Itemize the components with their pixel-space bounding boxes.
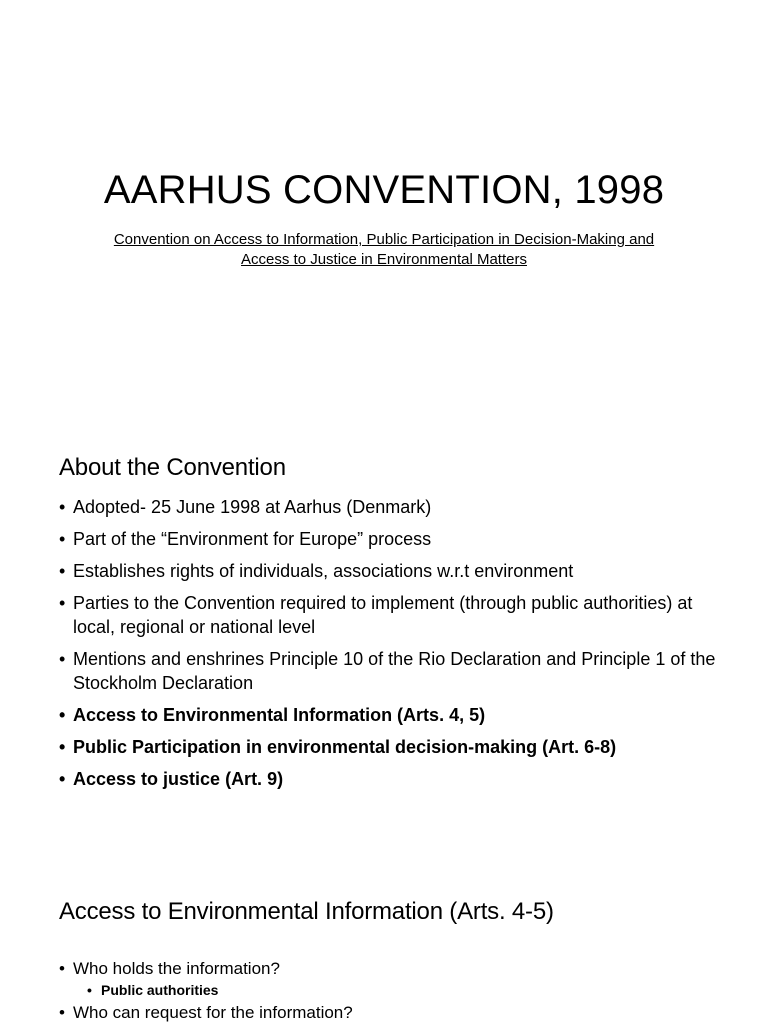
bullet-icon: • [59,737,66,757]
bullet-text: Parties to the Convention required to implement (through public authorities) at local, regional or national level [73,593,693,637]
bullet-text: Who can request for the information? [73,1003,353,1022]
access-sub-bullet-public-authorities [59,980,719,1000]
bullet-text: Adopted- 25 June 1998 at Aarhus (Denmark) [73,497,432,517]
bullet-icon: • [59,1003,65,1022]
access-bullet-list [59,958,719,1024]
bullet-text: Public authorities [101,982,219,998]
bullet-icon: • [59,705,66,725]
about-bullet-list [59,495,719,799]
about-bullet-rights [59,559,719,583]
about-heading: About the Convention [59,454,286,481]
bullet-text: Access to Environmental Information (Arts. 4, 5) [73,705,486,725]
about-bullet-parties [59,591,719,639]
about-bullet-process [59,527,719,551]
bullet-icon: • [59,497,66,517]
access-bullet-who-holds [59,958,719,980]
bullet-text: Public Participation in environmental decision-making (Art. 6-8) [73,737,617,757]
bullet-text: Establishes rights of individuals, associations w.r.t environment [73,561,574,581]
about-bullet-access-justice [59,767,719,791]
about-bullet-access-information [59,703,719,727]
bullet-text: Access to justice (Art. 9) [73,769,284,789]
bullet-icon: • [87,982,92,998]
bullet-icon: • [59,769,66,789]
bullet-icon: • [59,959,65,978]
about-bullet-principles [59,647,719,695]
bullet-icon: • [59,529,66,549]
bullet-text: Mentions and enshrines Principle 10 of the Rio Declaration and Principle 1 of the Stockholm Declaration [73,649,716,693]
access-information-heading: Access to Environmental Information (Arts. 4-5) [59,898,554,925]
bullet-icon: • [59,649,66,669]
bullet-icon: • [59,593,66,613]
about-bullet-public-participation [59,735,719,759]
bullet-text: Part of the “Environment for Europe” process [73,529,432,549]
access-bullet-who-can-request [59,1002,719,1024]
bullet-icon: • [59,561,66,581]
bullet-text: Who holds the information? [73,959,280,978]
about-bullet-adopted [59,495,719,519]
document-title: AARHUS CONVENTION, 1998 [103,168,665,212]
document-subtitle: Convention on Access to Information, Public Participation in Decision-Making and Access to Justice in Environmental Matters [113,231,655,268]
